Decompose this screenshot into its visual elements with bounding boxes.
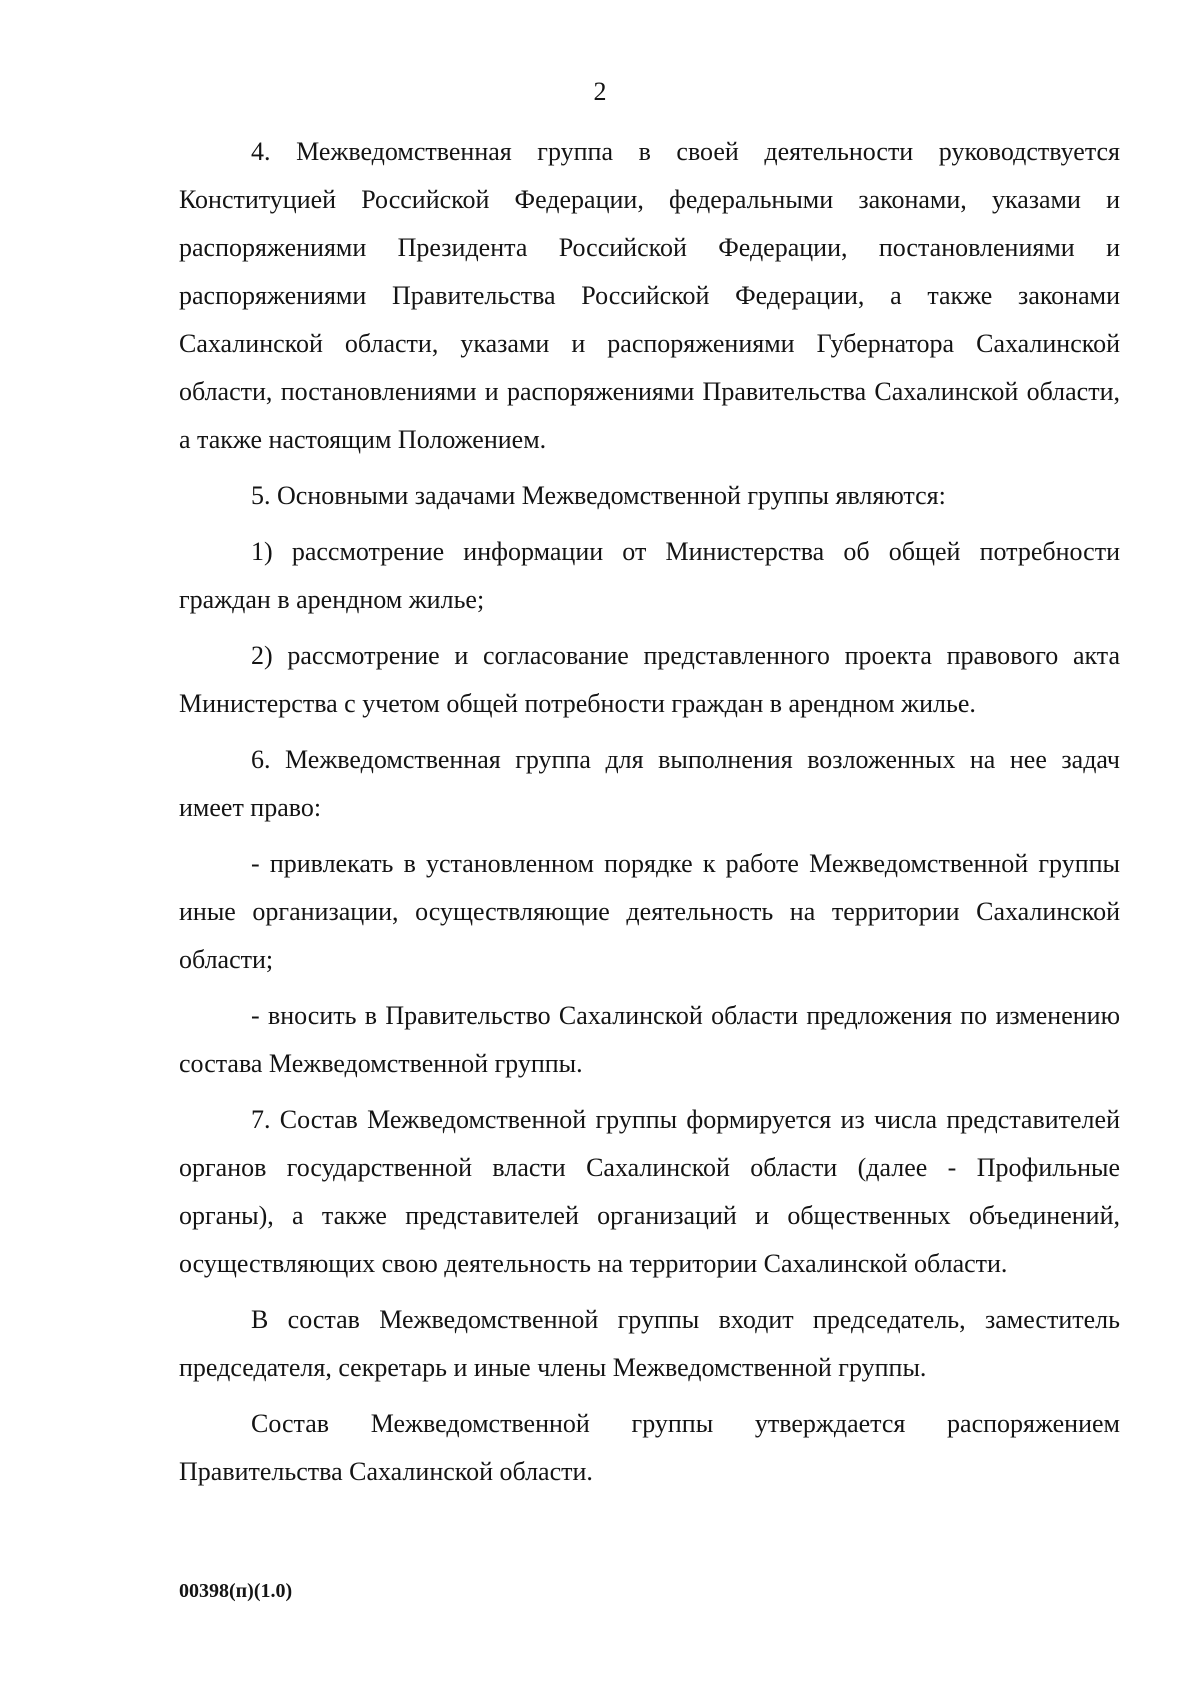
- paragraph-subitem-5-2: 2) рассмотрение и согласование представленного проекта правового акта Министерства с учетом общей потребности граждан в арендном жилье.: [179, 641, 1120, 718]
- paragraph-right-1: - привлекать в установленном порядке к работе Межведомственной группы иные организации, осуществляющие деятельность на территории Сахалинской области;: [179, 849, 1120, 974]
- paragraph-subitem-5-1: 1) рассмотрение информации от Министерства об общей потребности граждан в арендном жилье;: [179, 537, 1120, 614]
- paragraph-item-4: 4. Межведомственная группа в своей деятельности руководствуется Конституцией Российской Федерации, федеральными законами, указами и распоряжениями Президента Российской Федерации, постановлениями и распоряжениями Правительства Российской Федерации, а также законами Сахалинской области, указами и распоряжениями Губернатора Сахалинской области, постановлениями и распоряжениями Правительства Сахалинской области, а также настоящим Положением.: [179, 137, 1120, 454]
- page-number: 2: [593, 77, 607, 106]
- paragraph-item-5: 5. Основными задачами Межведомственной группы являются:: [251, 481, 946, 510]
- paragraph-approval: Состав Межведомственной группы утверждается распоряжением Правительства Сахалинской области.: [179, 1409, 1120, 1486]
- paragraph-right-2: - вносить в Правительство Сахалинской области предложения по изменению состава Межведомственной группы.: [179, 1001, 1120, 1078]
- paragraph-composition: В состав Межведомственной группы входит председатель, заместитель председателя, секретарь и иные члены Межведомственной группы.: [179, 1305, 1120, 1382]
- document-code: 00398(п)(1.0): [179, 1580, 293, 1602]
- paragraph-item-6: 6. Межведомственная группа для выполнения возложенных на нее задач имеет право:: [179, 745, 1120, 822]
- paragraph-item-7: 7. Состав Межведомственной группы формируется из числа представителей органов государственной власти Сахалинской области (далее - Профильные органы), а также представителей организаций и общественных объединений, осуществляющих свою деятельность на территории Сахалинской области.: [179, 1105, 1120, 1278]
- document-body: [179, 128, 1120, 1496]
